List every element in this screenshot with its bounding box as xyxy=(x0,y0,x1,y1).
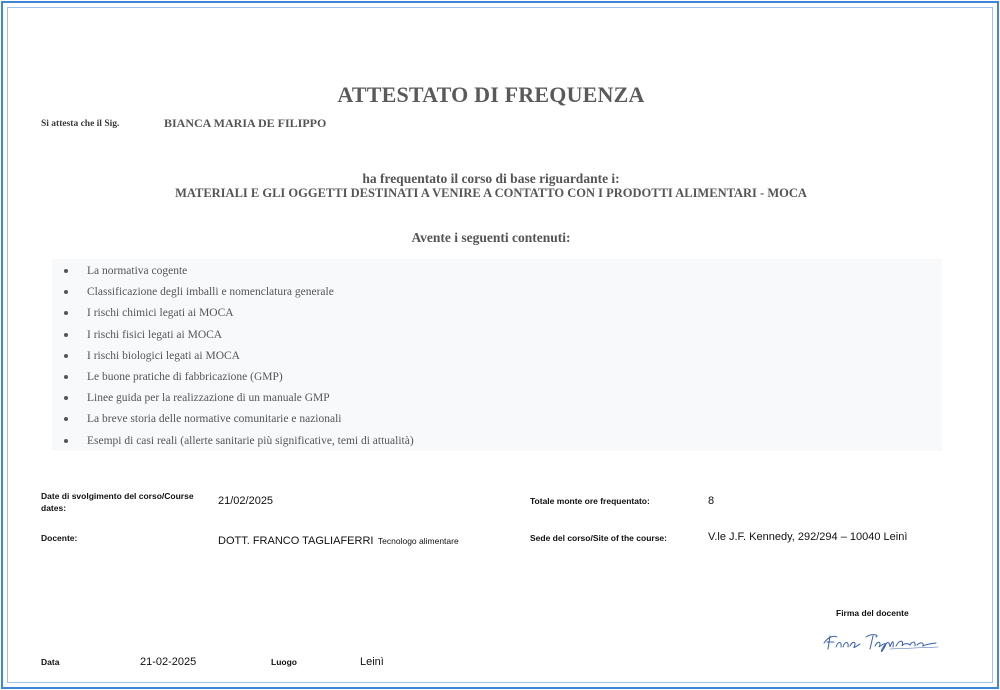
teacher-label: Docente: xyxy=(41,533,78,543)
person-name: BIANCA MARIA DE FILIPPO xyxy=(164,116,327,130)
attest-label: Si attesta che il Sig. xyxy=(41,119,120,129)
course-name: MATERIALI E GLI OGGETTI DESTINATI A VENIRE A CONTATTO CON I PRODOTTI ALIMENTARI - MOCA xyxy=(175,186,807,200)
bullet-icon xyxy=(64,290,68,294)
course-intro: ha frequentato il corso di base riguardante i: xyxy=(362,171,620,186)
bullet-icon xyxy=(64,269,68,273)
certificate-title: ATTESTATO DI FREQUENZA xyxy=(337,82,645,107)
topic-text: Classificazione degli imballi e nomenclatura generale xyxy=(87,286,334,299)
bullet-icon xyxy=(64,354,68,358)
site-label: Sede del corso/Site of the course: xyxy=(530,533,667,543)
list-item xyxy=(60,283,414,304)
dates-label: Date di svolgimento del corso/Course dates: xyxy=(41,491,194,513)
date-value: 21-02-2025 xyxy=(140,656,197,668)
topic-text: I rischi fisici legati ai MOCA xyxy=(87,328,223,341)
topic-text: Esempi di casi reali (allerte sanitarie più significative, temi di attualità) xyxy=(87,434,414,447)
bullet-icon xyxy=(64,375,68,379)
list-item xyxy=(60,368,414,389)
bullet-icon xyxy=(64,396,68,400)
teacher-name: DOTT. FRANCO TAGLIAFERRI xyxy=(218,535,374,547)
list-item xyxy=(60,326,414,347)
place-label: Luogo xyxy=(271,657,297,667)
contents-heading: Avente i seguenti contenuti: xyxy=(411,230,571,245)
teacher-role: Tecnologo alimentare xyxy=(377,536,459,546)
list-item xyxy=(60,304,414,325)
place-value: Leinì xyxy=(360,656,384,668)
signature-image xyxy=(820,627,942,657)
list-item xyxy=(60,432,414,453)
topics-list xyxy=(60,262,414,453)
date-label: Data xyxy=(41,657,60,667)
signature-label: Firma del docente xyxy=(836,608,909,618)
hours-value: 8 xyxy=(708,495,715,507)
list-item xyxy=(60,347,414,368)
topic-text: Le buone pratiche di fabbricazione (GMP) xyxy=(87,370,283,383)
dates-value: 21/02/2025 xyxy=(218,495,274,507)
topic-text: La breve storia delle normative comunitarie e nazionali xyxy=(87,413,342,426)
topic-text: I rischi biologici legati ai MOCA xyxy=(87,349,240,362)
topic-text: Linee guida per la realizzazione di un manuale GMP xyxy=(87,392,330,405)
bullet-icon xyxy=(64,417,68,421)
list-item xyxy=(60,410,414,431)
list-item xyxy=(60,389,414,410)
bullet-icon xyxy=(64,333,68,337)
hours-label: Totale monte ore frequentato: xyxy=(530,496,650,506)
topic-text: I rischi chimici legati ai MOCA xyxy=(87,307,234,320)
bullet-icon xyxy=(64,311,68,315)
teacher-block xyxy=(218,531,459,549)
bullet-icon xyxy=(64,439,68,443)
topic-text: La normativa cogente xyxy=(87,265,188,277)
site-value: V.le J.F. Kennedy, 292/294 – 10040 Leinì xyxy=(708,531,908,543)
list-item xyxy=(60,262,414,283)
